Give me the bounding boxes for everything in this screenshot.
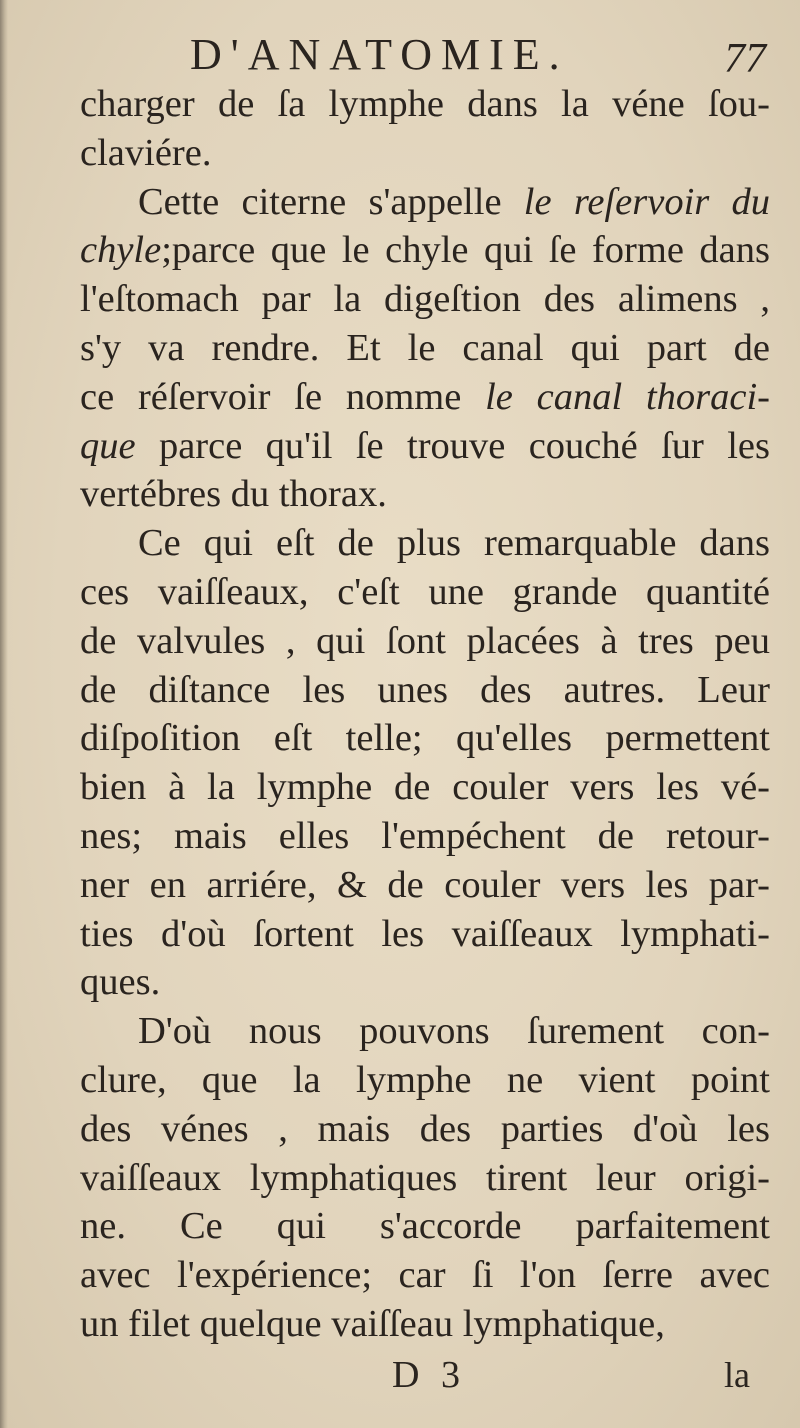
italic-term: le reſervoir du	[523, 180, 770, 223]
text-line	[80, 470, 770, 519]
text-line	[80, 1251, 770, 1300]
text-line	[80, 568, 770, 617]
text-line	[80, 275, 770, 324]
text-run: charger de ſa lymphe dans la véne ſou-	[80, 83, 770, 125]
text-line	[80, 422, 770, 471]
text-line	[80, 1300, 770, 1349]
text-run: ;parce que le chyle qui ſe forme dans	[161, 229, 770, 272]
text-run: vertébres du thorax.	[80, 473, 387, 516]
text-line	[80, 812, 770, 861]
text-line	[80, 958, 770, 1007]
text-run: ties d'où ſortent les vaiſſeaux lymphati-	[80, 912, 770, 955]
italic-term: que	[80, 424, 136, 467]
text-run: un filet quelque vaiſſeau lymphatique,	[80, 1302, 665, 1345]
text-line	[80, 714, 770, 763]
text-line	[80, 666, 770, 715]
text-run: D'où nous pouvons ſurement con-	[138, 1010, 770, 1053]
text-run: nes; mais elles l'empéchent de retour-	[80, 814, 770, 857]
text-run: Cette citerne s'appelle	[138, 180, 524, 223]
text-line	[80, 763, 770, 812]
page-header	[80, 26, 770, 86]
text-line	[80, 226, 770, 275]
paragraph	[80, 178, 770, 520]
text-line	[80, 129, 770, 178]
text-line	[80, 1105, 770, 1154]
text-line	[80, 1007, 770, 1056]
text-run: bien à la lymphe de couler vers les vé-	[80, 766, 770, 809]
paragraph	[80, 1007, 770, 1349]
body-text	[80, 80, 770, 1349]
text-line	[80, 1154, 770, 1203]
running-title: D'ANATOMIE.	[190, 30, 569, 79]
text-run: de valvules , qui ſont placées à tres peu	[80, 619, 770, 662]
paragraph	[80, 80, 770, 178]
signature-mark: D 3	[392, 1354, 466, 1396]
text-line	[80, 519, 770, 568]
text-run: l'eſtomach par la digeſtion des alimens ,	[80, 278, 770, 321]
catchword: la	[724, 1355, 750, 1395]
page-number: 77	[724, 36, 766, 82]
text-run: avec l'expérience; car ſi l'on ſerre avec	[80, 1254, 770, 1297]
page-edge-shadow	[0, 0, 8, 1428]
text-line	[80, 617, 770, 666]
text-run: ce réſervoir ſe nomme	[80, 375, 486, 418]
text-run: Ce qui eſt de plus remarquable dans	[138, 522, 770, 565]
text-run: claviére.	[80, 131, 212, 174]
text-run: ner en arriére, & de couler vers les par-	[80, 863, 770, 906]
text-line	[80, 80, 770, 129]
text-run: s'y va rendre. Et le canal qui part de	[80, 326, 770, 369]
italic-term: le canal thoraci-	[485, 375, 770, 418]
text-run: de diſtance les unes des autres. Leur	[80, 668, 770, 711]
text-line	[80, 373, 770, 422]
paragraph	[80, 519, 770, 1007]
text-line	[80, 178, 770, 227]
text-run: diſpoſition eſt telle; qu'elles permettent	[80, 717, 770, 760]
text-line	[80, 1056, 770, 1105]
italic-term: chyle	[80, 229, 162, 272]
text-run: vaiſſeaux lymphatiques tirent leur origi-	[80, 1156, 770, 1199]
text-line	[80, 324, 770, 373]
text-line	[80, 910, 770, 959]
text-line	[80, 861, 770, 910]
page-footer	[80, 1350, 770, 1410]
text-run: des vénes , mais des parties d'où les	[80, 1107, 770, 1150]
text-run: ne. Ce qui s'accorde parfaitement	[80, 1205, 770, 1248]
text-run: clure, que la lymphe ne vient point	[80, 1058, 770, 1101]
text-run: ques.	[80, 961, 161, 1004]
text-line	[80, 1202, 770, 1251]
text-run: parce qu'il ſe trouve couché ſur les	[135, 424, 770, 467]
text-run: ces vaiſſeaux, c'eſt une grande quantité	[80, 570, 770, 613]
